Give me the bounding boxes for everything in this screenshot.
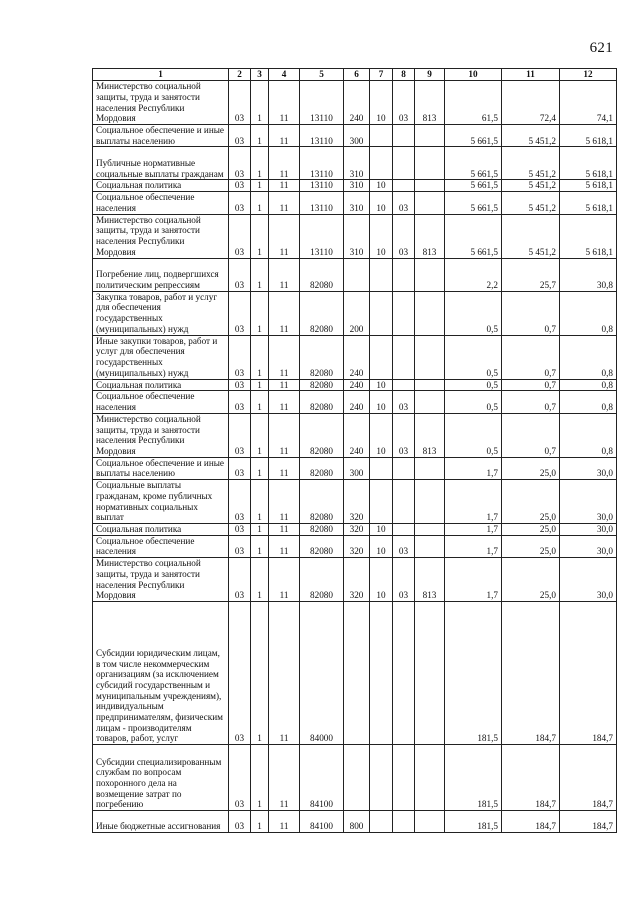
cell-code-6: 320 (344, 480, 370, 524)
cell-amount-10: 181,5 (445, 811, 502, 833)
cell-name: Министерство социальной защиты, труда и занятости населения Республики Мордовия (93, 558, 229, 602)
column-header: 9 (415, 69, 445, 81)
cell-amount-12: 5 618,1 (560, 192, 617, 214)
cell-amount-12: 5 618,1 (560, 214, 617, 258)
table-row (93, 335, 617, 379)
cell-code-8 (393, 125, 415, 147)
cell-code-6: 240 (344, 335, 370, 379)
cell-amount-11: 0,7 (502, 413, 560, 457)
cell-code-4: 11 (269, 147, 300, 180)
cell-amount-11: 25,0 (502, 524, 560, 536)
cell-code-2: 03 (229, 379, 251, 391)
cell-code-7: 10 (370, 192, 393, 214)
cell-code-3: 1 (251, 258, 269, 291)
cell-amount-11: 5 451,2 (502, 125, 560, 147)
table-row (93, 125, 617, 147)
column-header: 2 (229, 69, 251, 81)
cell-amount-11: 0,7 (502, 335, 560, 379)
cell-code-4: 11 (269, 524, 300, 536)
cell-code-3: 1 (251, 558, 269, 602)
cell-code-4: 11 (269, 192, 300, 214)
cell-name: Публичные нормативные социальные выплаты гражданам (93, 147, 229, 180)
cell-code-4: 11 (269, 391, 300, 413)
cell-code-8: 03 (393, 535, 415, 557)
cell-code-8 (393, 457, 415, 479)
cell-code-3: 1 (251, 335, 269, 379)
cell-code-6: 240 (344, 379, 370, 391)
cell-amount-11: 5 451,2 (502, 147, 560, 180)
cell-name: Иные закупки товаров, работ и услуг для обеспечения государственных (муниципальных) нужд (93, 335, 229, 379)
cell-code-7: 10 (370, 81, 393, 125)
column-header: 11 (502, 69, 560, 81)
column-header: 1 (93, 69, 229, 81)
cell-code-6: 310 (344, 180, 370, 192)
cell-amount-12: 5 618,1 (560, 147, 617, 180)
cell-code-4: 11 (269, 379, 300, 391)
cell-code-9: 813 (415, 214, 445, 258)
cell-code-6 (344, 602, 370, 745)
table-row (93, 811, 617, 833)
cell-code-8 (393, 379, 415, 391)
cell-code-6: 800 (344, 811, 370, 833)
cell-code-4: 11 (269, 558, 300, 602)
cell-amount-11: 25,0 (502, 480, 560, 524)
table-row (93, 602, 617, 745)
cell-code-2: 03 (229, 214, 251, 258)
cell-name: Социальное обеспечение населения (93, 192, 229, 214)
cell-amount-12: 74,1 (560, 81, 617, 125)
cell-code-7 (370, 745, 393, 811)
cell-amount-11: 5 451,2 (502, 192, 560, 214)
cell-code-5: 13110 (300, 125, 344, 147)
cell-code-2: 03 (229, 291, 251, 335)
table-body (93, 81, 617, 833)
cell-code-3: 1 (251, 745, 269, 811)
cell-name: Министерство социальной защиты, труда и занятости населения Республики Мордовия (93, 413, 229, 457)
table-header-row (93, 69, 617, 81)
cell-amount-11: 0,7 (502, 391, 560, 413)
cell-code-4: 11 (269, 480, 300, 524)
cell-code-9 (415, 147, 445, 180)
cell-code-7: 10 (370, 524, 393, 536)
cell-code-6: 240 (344, 391, 370, 413)
cell-amount-11: 72,4 (502, 81, 560, 125)
cell-amount-10: 0,5 (445, 391, 502, 413)
table-row (93, 524, 617, 536)
cell-amount-10: 181,5 (445, 602, 502, 745)
cell-code-3: 1 (251, 524, 269, 536)
cell-code-2: 03 (229, 147, 251, 180)
column-header: 10 (445, 69, 502, 81)
cell-code-4: 11 (269, 258, 300, 291)
cell-code-4: 11 (269, 535, 300, 557)
cell-code-9 (415, 180, 445, 192)
cell-code-6: 240 (344, 81, 370, 125)
cell-code-4: 11 (269, 745, 300, 811)
cell-amount-12: 0,8 (560, 391, 617, 413)
cell-code-3: 1 (251, 413, 269, 457)
cell-code-7 (370, 258, 393, 291)
cell-code-4: 11 (269, 602, 300, 745)
cell-amount-12: 5 618,1 (560, 180, 617, 192)
cell-code-3: 1 (251, 180, 269, 192)
cell-code-8: 03 (393, 81, 415, 125)
cell-code-2: 03 (229, 413, 251, 457)
cell-code-3: 1 (251, 291, 269, 335)
cell-code-9 (415, 335, 445, 379)
cell-name: Министерство социальной защиты, труда и занятости населения Республики Мордовия (93, 214, 229, 258)
cell-code-6 (344, 745, 370, 811)
cell-name: Социальное обеспечение и иные выплаты населению (93, 457, 229, 479)
cell-code-2: 03 (229, 480, 251, 524)
cell-code-6: 320 (344, 558, 370, 602)
cell-code-6: 310 (344, 192, 370, 214)
cell-code-9 (415, 602, 445, 745)
cell-code-3: 1 (251, 602, 269, 745)
cell-name: Социальная политика (93, 180, 229, 192)
table-row (93, 258, 617, 291)
cell-name: Министерство социальной защиты, труда и занятости населения Республики Мордовия (93, 81, 229, 125)
cell-name: Социальная политика (93, 524, 229, 536)
cell-code-6: 320 (344, 524, 370, 536)
cell-code-2: 03 (229, 125, 251, 147)
cell-code-7: 10 (370, 379, 393, 391)
cell-code-4: 11 (269, 457, 300, 479)
cell-code-4: 11 (269, 335, 300, 379)
cell-code-7: 10 (370, 558, 393, 602)
cell-amount-10: 2,2 (445, 258, 502, 291)
cell-code-2: 03 (229, 335, 251, 379)
cell-amount-12: 30,0 (560, 480, 617, 524)
cell-name: Субсидии юридическим лицам, в том числе некоммерческим организациям (за исключением субсидий государственным и муниципальным учреждениям), индивидуальным предпринимателям, физическим лицам - производителям товаров, работ, услуг (93, 602, 229, 745)
cell-code-4: 11 (269, 291, 300, 335)
cell-code-5: 84000 (300, 602, 344, 745)
cell-amount-12: 5 618,1 (560, 125, 617, 147)
cell-amount-12: 184,7 (560, 745, 617, 811)
cell-code-2: 03 (229, 558, 251, 602)
cell-name: Субсидии специализированным службам по вопросам похоронного дела на возмещение затрат по погребению (93, 745, 229, 811)
column-header: 8 (393, 69, 415, 81)
cell-code-2: 03 (229, 192, 251, 214)
cell-code-3: 1 (251, 192, 269, 214)
cell-code-5: 84100 (300, 811, 344, 833)
cell-amount-10: 5 661,5 (445, 147, 502, 180)
cell-code-5: 82080 (300, 480, 344, 524)
cell-amount-10: 1,7 (445, 457, 502, 479)
cell-amount-10: 5 661,5 (445, 214, 502, 258)
cell-amount-12: 30,8 (560, 258, 617, 291)
cell-name: Иные бюджетные ассигнования (93, 811, 229, 833)
cell-code-3: 1 (251, 214, 269, 258)
cell-amount-12: 0,8 (560, 413, 617, 457)
cell-code-8 (393, 811, 415, 833)
cell-code-5: 82080 (300, 535, 344, 557)
cell-code-6: 310 (344, 214, 370, 258)
column-header: 6 (344, 69, 370, 81)
cell-code-8: 03 (393, 413, 415, 457)
cell-code-8 (393, 335, 415, 379)
cell-code-4: 11 (269, 125, 300, 147)
cell-name: Социальное обеспечение и иные выплаты населению (93, 125, 229, 147)
cell-amount-11: 5 451,2 (502, 180, 560, 192)
cell-amount-12: 30,0 (560, 457, 617, 479)
cell-amount-12: 30,0 (560, 535, 617, 557)
cell-code-4: 11 (269, 81, 300, 125)
cell-code-6: 240 (344, 413, 370, 457)
cell-code-9 (415, 379, 445, 391)
cell-code-8: 03 (393, 391, 415, 413)
cell-code-9 (415, 524, 445, 536)
cell-name: Социальное обеспечение населения (93, 391, 229, 413)
table-row (93, 180, 617, 192)
cell-code-3: 1 (251, 391, 269, 413)
cell-code-7: 10 (370, 214, 393, 258)
cell-code-9: 813 (415, 558, 445, 602)
cell-code-8 (393, 291, 415, 335)
cell-amount-10: 0,5 (445, 379, 502, 391)
cell-amount-10: 181,5 (445, 745, 502, 811)
cell-code-2: 03 (229, 524, 251, 536)
cell-code-8 (393, 480, 415, 524)
cell-code-5: 13110 (300, 147, 344, 180)
cell-code-5: 13110 (300, 192, 344, 214)
table-row (93, 147, 617, 180)
cell-code-9 (415, 457, 445, 479)
cell-code-5: 82080 (300, 335, 344, 379)
cell-code-5: 13110 (300, 180, 344, 192)
cell-code-3: 1 (251, 480, 269, 524)
cell-code-8: 03 (393, 192, 415, 214)
cell-code-8 (393, 745, 415, 811)
cell-name: Закупка товаров, работ и услуг для обеспечения государственных (муниципальных) нужд (93, 291, 229, 335)
table-row (93, 413, 617, 457)
cell-code-6: 300 (344, 457, 370, 479)
cell-amount-10: 0,5 (445, 335, 502, 379)
cell-code-9 (415, 480, 445, 524)
cell-code-5: 82080 (300, 391, 344, 413)
cell-amount-10: 5 661,5 (445, 192, 502, 214)
cell-code-4: 11 (269, 413, 300, 457)
cell-code-3: 1 (251, 81, 269, 125)
cell-name: Погребение лиц, подвергшихся политическим репрессиям (93, 258, 229, 291)
cell-code-3: 1 (251, 811, 269, 833)
cell-amount-12: 30,0 (560, 558, 617, 602)
cell-amount-12: 30,0 (560, 524, 617, 536)
cell-code-8 (393, 602, 415, 745)
cell-code-5: 82080 (300, 457, 344, 479)
cell-code-9 (415, 291, 445, 335)
cell-code-5: 13110 (300, 214, 344, 258)
cell-code-3: 1 (251, 457, 269, 479)
cell-code-7: 10 (370, 180, 393, 192)
cell-code-6: 200 (344, 291, 370, 335)
cell-code-8 (393, 524, 415, 536)
cell-amount-10: 0,5 (445, 413, 502, 457)
cell-code-9 (415, 258, 445, 291)
cell-amount-11: 5 451,2 (502, 214, 560, 258)
page-number: 621 (589, 40, 613, 56)
budget-table (92, 68, 617, 833)
cell-amount-10: 5 661,5 (445, 125, 502, 147)
table-row (93, 291, 617, 335)
cell-code-2: 03 (229, 535, 251, 557)
cell-code-4: 11 (269, 811, 300, 833)
cell-amount-11: 25,0 (502, 558, 560, 602)
cell-code-7 (370, 291, 393, 335)
cell-code-2: 03 (229, 391, 251, 413)
cell-amount-11: 0,7 (502, 291, 560, 335)
cell-code-2: 03 (229, 602, 251, 745)
table-row (93, 480, 617, 524)
cell-code-7: 10 (370, 413, 393, 457)
cell-code-9 (415, 535, 445, 557)
column-header: 7 (370, 69, 393, 81)
cell-code-3: 1 (251, 535, 269, 557)
cell-code-8: 03 (393, 558, 415, 602)
cell-code-5: 82080 (300, 413, 344, 457)
cell-code-5: 82080 (300, 258, 344, 291)
cell-code-9 (415, 745, 445, 811)
cell-amount-10: 61,5 (445, 81, 502, 125)
cell-code-9 (415, 811, 445, 833)
cell-code-3: 1 (251, 379, 269, 391)
cell-amount-10: 0,5 (445, 291, 502, 335)
cell-code-5: 84100 (300, 745, 344, 811)
cell-code-7: 10 (370, 391, 393, 413)
cell-code-8 (393, 258, 415, 291)
cell-code-9: 813 (415, 413, 445, 457)
cell-code-2: 03 (229, 81, 251, 125)
cell-amount-11: 25,0 (502, 457, 560, 479)
column-header: 4 (269, 69, 300, 81)
cell-amount-11: 184,7 (502, 811, 560, 833)
table-row (93, 457, 617, 479)
cell-code-6: 300 (344, 125, 370, 147)
cell-amount-11: 184,7 (502, 602, 560, 745)
cell-code-5: 82080 (300, 379, 344, 391)
cell-code-7 (370, 457, 393, 479)
cell-code-8 (393, 147, 415, 180)
cell-name: Социальное обеспечение населения (93, 535, 229, 557)
cell-name: Социальная политика (93, 379, 229, 391)
cell-code-5: 82080 (300, 558, 344, 602)
cell-name: Социальные выплаты гражданам, кроме публичных нормативных социальных выплат (93, 480, 229, 524)
cell-code-7: 10 (370, 535, 393, 557)
cell-code-6: 310 (344, 147, 370, 180)
cell-code-5: 82080 (300, 291, 344, 335)
table-row (93, 535, 617, 557)
cell-code-7 (370, 602, 393, 745)
cell-code-5: 13110 (300, 81, 344, 125)
cell-amount-10: 1,7 (445, 480, 502, 524)
column-header: 3 (251, 69, 269, 81)
cell-code-2: 03 (229, 180, 251, 192)
cell-code-4: 11 (269, 180, 300, 192)
cell-code-4: 11 (269, 214, 300, 258)
cell-amount-10: 5 661,5 (445, 180, 502, 192)
table-row (93, 379, 617, 391)
cell-amount-12: 184,7 (560, 811, 617, 833)
cell-code-9 (415, 192, 445, 214)
cell-code-6 (344, 258, 370, 291)
cell-amount-11: 25,0 (502, 535, 560, 557)
cell-code-8 (393, 180, 415, 192)
cell-code-3: 1 (251, 147, 269, 180)
cell-amount-11: 25,7 (502, 258, 560, 291)
cell-code-5: 82080 (300, 524, 344, 536)
cell-amount-10: 1,7 (445, 535, 502, 557)
table-row (93, 391, 617, 413)
cell-code-2: 03 (229, 457, 251, 479)
table-row (93, 214, 617, 258)
cell-amount-11: 0,7 (502, 379, 560, 391)
table-row (93, 745, 617, 811)
cell-code-2: 03 (229, 811, 251, 833)
cell-amount-10: 1,7 (445, 558, 502, 602)
cell-code-2: 03 (229, 258, 251, 291)
table-row (93, 192, 617, 214)
cell-amount-12: 0,8 (560, 291, 617, 335)
cell-amount-10: 1,7 (445, 524, 502, 536)
cell-code-7 (370, 335, 393, 379)
cell-code-7 (370, 811, 393, 833)
cell-code-7 (370, 125, 393, 147)
cell-code-6: 320 (344, 535, 370, 557)
column-header: 5 (300, 69, 344, 81)
table-row (93, 81, 617, 125)
cell-code-9: 813 (415, 81, 445, 125)
cell-code-9 (415, 391, 445, 413)
cell-code-9 (415, 125, 445, 147)
cell-amount-11: 184,7 (502, 745, 560, 811)
cell-amount-12: 0,8 (560, 335, 617, 379)
column-header: 12 (560, 69, 617, 81)
cell-code-8: 03 (393, 214, 415, 258)
table-row (93, 558, 617, 602)
cell-code-3: 1 (251, 125, 269, 147)
cell-code-7 (370, 147, 393, 180)
cell-amount-12: 0,8 (560, 379, 617, 391)
cell-code-2: 03 (229, 745, 251, 811)
cell-code-7 (370, 480, 393, 524)
cell-amount-12: 184,7 (560, 602, 617, 745)
